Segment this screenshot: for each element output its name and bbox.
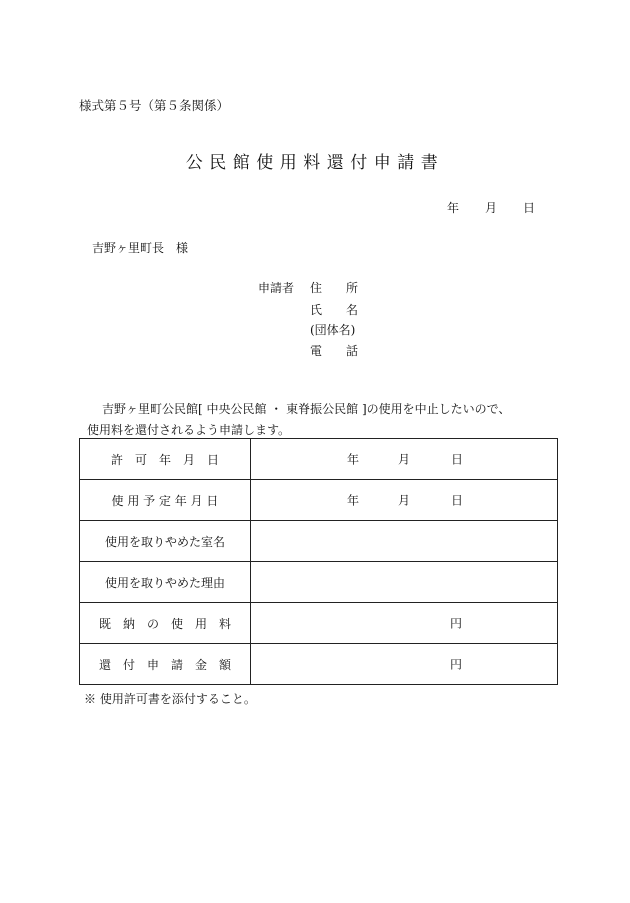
permit-day-label: 日 <box>451 452 464 467</box>
scheduled-date-field[interactable] <box>251 480 558 521</box>
group-label: (団体名) <box>310 323 356 337</box>
table-row <box>80 562 558 603</box>
addressee: 吉野ヶ里町長 様 <box>92 241 189 255</box>
permit-month-label: 月 <box>398 452 411 467</box>
cancel-reason-field[interactable] <box>251 562 558 603</box>
applicant-address-row <box>258 279 359 296</box>
table-row <box>80 439 558 480</box>
refund-amount-unit: 円 <box>450 657 463 672</box>
scheduled-month-label: 月 <box>398 493 411 508</box>
document-title: 公民館使用料還付申請書 <box>185 153 445 173</box>
scheduled-day-label: 日 <box>451 493 464 508</box>
date-year-label: 年 <box>447 201 460 215</box>
form-number: 様式第５号（第５条関係） <box>79 98 230 113</box>
cancelled-room-field[interactable] <box>251 521 558 562</box>
paid-fee-unit: 円 <box>450 616 463 631</box>
row-label-cancelled-room: 使用を取りやめた室名 <box>80 521 251 562</box>
table-row <box>80 480 558 521</box>
permit-year-label: 年 <box>347 452 360 467</box>
body-line-1: 吉野ヶ里町公民館[ 中央公民館 ・ 東脊振公民館 ]の使用を中止したいので、 <box>102 402 511 416</box>
row-label-permit-date: 許 可 年 月 日 <box>80 439 251 480</box>
name-label: 氏 名 <box>310 303 359 317</box>
body-line-2: 使用料を還付されるよう申請します。 <box>87 423 291 437</box>
row-label-cancel-reason: 使用を取りやめた理由 <box>80 562 251 603</box>
phone-label: 電 話 <box>310 344 359 358</box>
address-label: 住 所 <box>310 281 359 295</box>
permit-date-field[interactable] <box>251 439 558 480</box>
row-label-scheduled-date: 使 用 予 定 年 月 日 <box>80 480 251 521</box>
paid-fee-field[interactable] <box>251 603 558 644</box>
table-row <box>80 521 558 562</box>
scheduled-year-label: 年 <box>347 493 360 508</box>
info-table <box>79 438 558 685</box>
date-day-label: 日 <box>523 201 536 215</box>
applicant-label: 申請者 <box>258 281 295 295</box>
row-label-paid-fee: 既 納 の 使 用 料 <box>80 603 251 644</box>
table-row <box>80 603 558 644</box>
refund-amount-field[interactable] <box>251 644 558 685</box>
date-line <box>447 199 535 216</box>
body-text <box>87 399 510 441</box>
table-row <box>80 644 558 685</box>
row-label-refund-amount: 還 付 申 請 金 額 <box>80 644 251 685</box>
date-month-label: 月 <box>485 201 498 215</box>
footnote: ※ 使用許可書を添付すること。 <box>84 692 256 706</box>
